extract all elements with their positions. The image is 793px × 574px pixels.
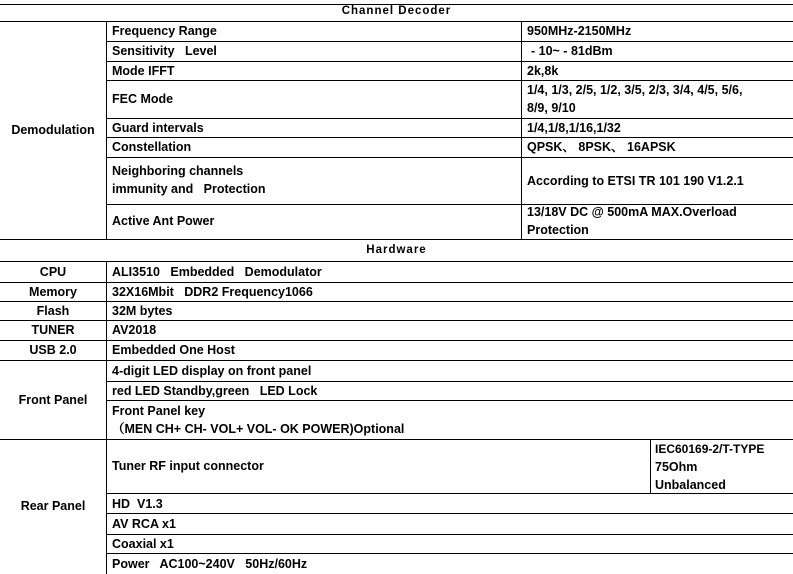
front-panel-led-status: red LED Standby,green LED Lock xyxy=(112,384,318,398)
front-panel-key-title: Front Panel key xyxy=(112,404,206,418)
neighboring-channels-label-line2: immunity and Protection xyxy=(112,182,266,196)
active-ant-power-value-line1: 13/18V DC @ 500mA MAX.Overload xyxy=(527,205,737,219)
usb-label: USB 2.0 xyxy=(29,343,77,357)
usb-value: Embedded One Host xyxy=(112,343,235,357)
frequency-range-label: Frequency Range xyxy=(112,24,217,38)
front-panel-label: Front Panel xyxy=(18,393,88,407)
sensitivity-level-label: Sensitivity Level xyxy=(112,44,217,58)
mode-ifft-label: Mode IFFT xyxy=(112,64,175,78)
sensitivity-level-value: - 10~ - 81dBm xyxy=(531,44,613,58)
guard-intervals-value: 1/4,1/8,1/16,1/32 xyxy=(527,121,621,135)
fec-mode-value-line1: 1/4, 1/3, 2/5, 1/2, 3/5, 2/3, 3/4, 4/5, 5/6, xyxy=(527,83,743,97)
neighboring-channels-value: According to ETSI TR 101 190 V1.2.1 xyxy=(527,174,744,188)
channel-decoder-title: Channel Decoder xyxy=(341,5,452,17)
rear-panel-label: Rear Panel xyxy=(20,499,86,513)
rear-av-value: AV RCA x1 xyxy=(112,517,176,531)
constellation-value: QPSK、 8PSK、 16APSK xyxy=(527,140,676,154)
rear-tuner-rf-spec2: 75Ohm xyxy=(655,460,698,474)
cpu-label: CPU xyxy=(39,265,67,279)
active-ant-power-value-line2: Protection xyxy=(527,223,589,237)
tuner-label: TUNER xyxy=(31,323,75,337)
frequency-range-value: 950MHz-2150MHz xyxy=(527,24,632,38)
rear-power-value: Power AC100~240V 50Hz/60Hz xyxy=(112,557,308,571)
rear-coaxial-value: Coaxial x1 xyxy=(112,537,174,551)
cpu-value: ALI3510 Embedded Demodulator xyxy=(112,265,322,279)
hardware-title: Hardware xyxy=(366,244,427,256)
rear-tuner-rf-spec1: IEC60169-2/T-TYPE xyxy=(655,442,765,456)
mode-ifft-value: 2k,8k xyxy=(527,64,559,78)
fec-mode-value-line2: 8/9, 9/10 xyxy=(527,101,576,115)
flash-label: Flash xyxy=(36,304,70,318)
fec-mode-label: FEC Mode xyxy=(112,92,174,106)
tuner-value: AV2018 xyxy=(112,323,157,337)
memory-label: Memory xyxy=(29,285,77,299)
front-panel-led-display: 4-digit LED display on front panel xyxy=(112,364,312,378)
active-ant-power-label: Active Ant Power xyxy=(112,214,215,228)
neighboring-channels-label-line1: Neighboring channels xyxy=(112,164,244,178)
rear-tuner-rf-label: Tuner RF input connector xyxy=(112,459,264,473)
rear-tuner-rf-spec3: Unbalanced xyxy=(655,478,726,492)
front-panel-key-list: （MEN CH+ CH- VOL+ VOL- OK POWER)Optional xyxy=(112,422,405,436)
constellation-label: Constellation xyxy=(112,140,192,154)
guard-intervals-label: Guard intervals xyxy=(112,121,204,135)
demodulation-label: Demodulation xyxy=(11,123,95,137)
memory-value: 32X16Mbit DDR2 Frequency1066 xyxy=(112,285,313,299)
flash-value: 32M bytes xyxy=(112,304,173,318)
rear-hd-value: HD V1.3 xyxy=(112,497,163,511)
